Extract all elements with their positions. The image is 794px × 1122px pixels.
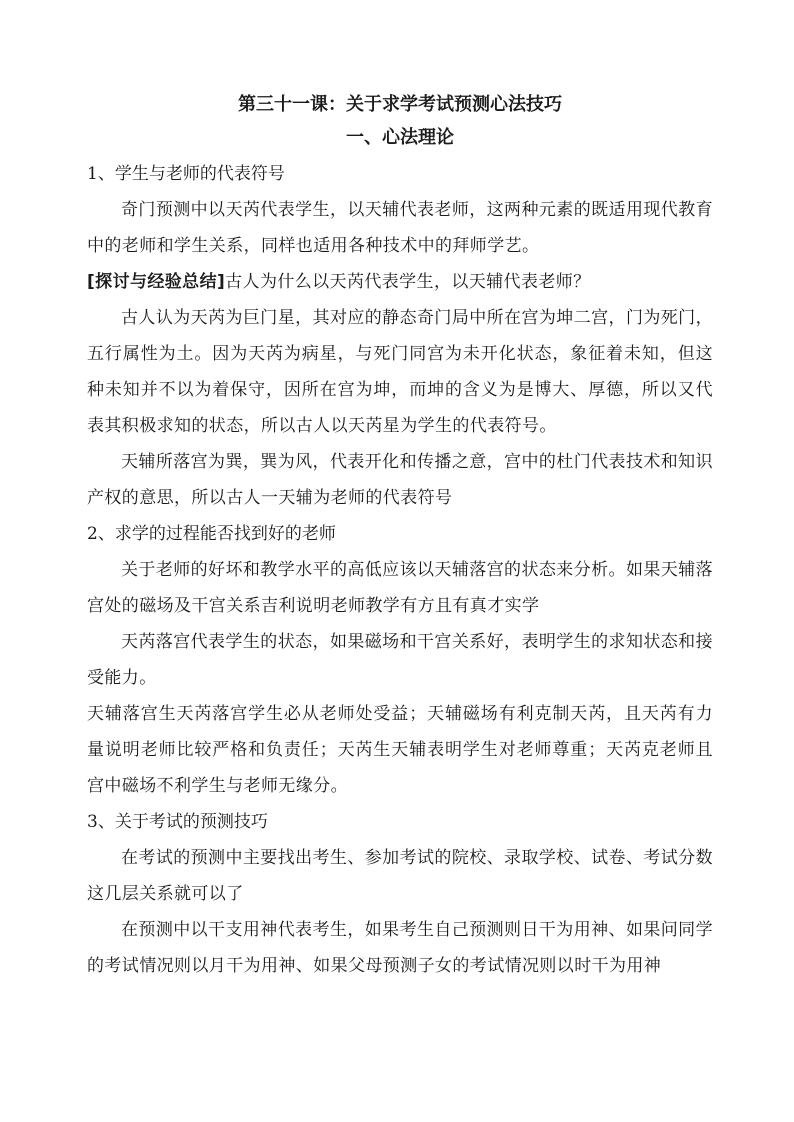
document-page	[87, 90, 713, 984]
section-3-heading: 3、关于考试的预测技巧	[87, 812, 268, 832]
discussion-question: 古人为什么以天芮代表学生，以天辅代表老师？	[225, 272, 591, 292]
paragraph: 天辅落宫生天芮落宫学生必从老师处受益；天辅磁场有利克制天芮，且天芮有力量说明老师比较严格和负责任；天芮生天辅表明学生对老师尊重；天芮克老师且宫中磁场不利学生与老师无缘分。	[87, 704, 713, 796]
paragraph: 天辅所落宫为巽，巽为风，代表开化和传播之意，宫中的杜门代表技术和知识产权的意思，所以古人一天辅为老师的代表符号	[87, 452, 713, 508]
paragraph: 在考试的预测中主要找出考生、参加考试的院校、录取学校、试卷、考试分数这几层关系就可以了	[87, 848, 713, 904]
discussion-label: [探讨与经验总结]	[87, 272, 226, 292]
discussion-paragraph	[87, 264, 713, 300]
paragraph: 奇门预测中以天芮代表学生，以天辅代表老师，这两种元素的既适用现代教育中的老师和学生关系，同样也适用各种技术中的拜师学艺。	[87, 200, 713, 256]
paragraph: 关于老师的好坏和教学水平的高低应该以天辅落宫的状态来分析。如果天辅落宫处的磁场及干宫关系吉利说明老师教学有方且有真才实学	[87, 560, 713, 616]
section-1-heading: 1、学生与老师的代表符号	[87, 164, 285, 184]
paragraph: 在预测中以干支用神代表考生，如果考生自己预测则日干为用神、如果问同学的考试情况则以月干为用神、如果父母预测子女的考试情况则以时干为用神	[87, 920, 713, 976]
section-2-heading: 2、求学的过程能否找到好的老师	[87, 524, 336, 544]
section-title: 一、心法理论	[346, 127, 454, 148]
paragraph: 天芮落宫代表学生的状态，如果磁场和干宫关系好，表明学生的求知状态和接受能力。	[87, 632, 713, 688]
lesson-title: 第三十一课：关于求学考试预测心法技巧	[238, 94, 562, 115]
paragraph: 古人认为天芮为巨门星，其对应的静态奇门局中所在宫为坤二宫，门为死门，五行属性为土。因为天芮为病星，与死门同宫为未开化状态，象征着未知，但这种未知并不以为着保守，因所在宫为坤，而坤的含义为是博大、厚德，所以又代表其积极求知的状态，所以古人以天芮星为学生的代表符号。	[87, 308, 713, 436]
